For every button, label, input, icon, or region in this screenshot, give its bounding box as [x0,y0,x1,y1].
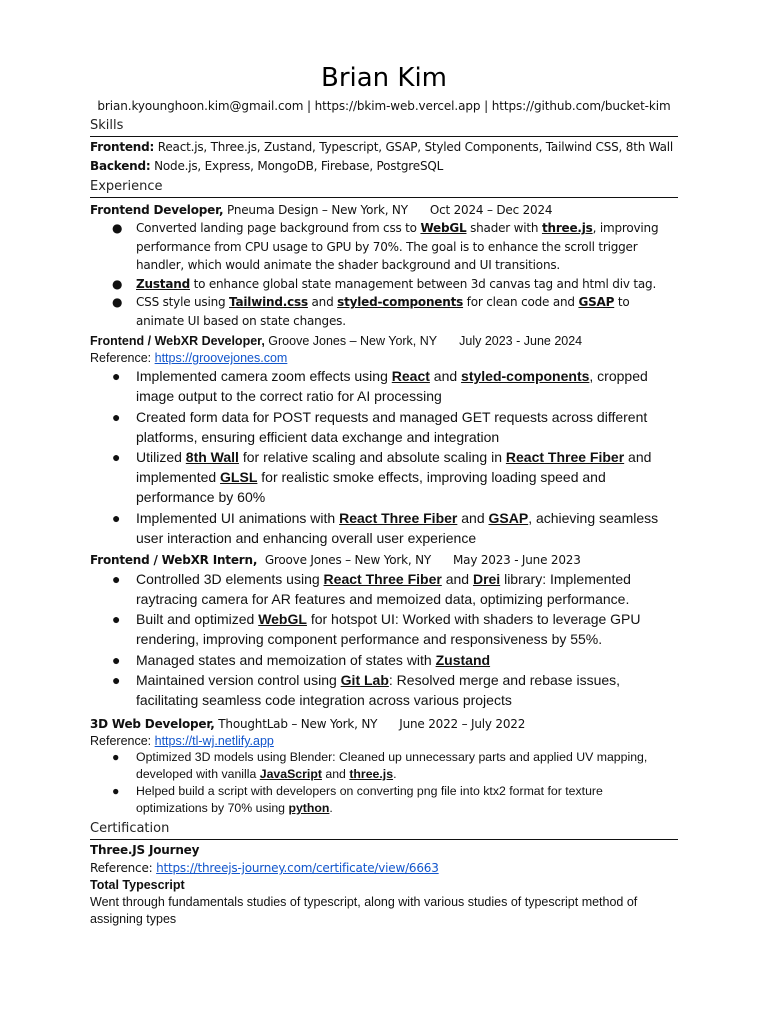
reference-label: Reference: [90,861,157,875]
bullet-text: Optimized 3D models using Blender: Cleaned up unnecessary parts and applied UV mapping, developed with vanilla [136,750,648,781]
list-item [90,219,678,275]
job-bullets-groove-developer [90,366,678,548]
reference-link[interactable]: https://groovejones.com [154,351,288,365]
keyword: GLSL [220,469,258,485]
keyword: WebGL [258,611,307,627]
contact-line: brian.kyounghoon.kim@gmail.com | https://bkim-web.vercel.app | https://github.com/bucket-kim [97,99,671,113]
bullet-icon: ● [112,368,121,384]
frontend-label: Frontend: [90,140,155,154]
skills-heading: Skills [90,117,678,137]
reference-line [90,350,678,366]
bullet-icon: ● [112,509,121,526]
frontend-skill-list: React.js, Three.js, Zustand, Typescript, GSAP, Styled Components, Tailwind CSS, 8th Wall [154,140,674,154]
reference-label: Reference: [90,351,155,365]
keyword: styled-components [337,295,464,309]
bullet-text: for relative scaling and absolute scaling in [238,449,506,465]
list-item [90,650,678,670]
backend-skills [90,157,678,176]
bullet-text: Created form data for POST requests and managed GET requests across different platforms, ensuring efficient data exchange and integration [136,408,648,445]
list-item [90,407,678,447]
job-title: 3D Web Developer, [90,717,215,731]
list-item [90,569,678,609]
bullet-icon: ● [112,651,121,668]
skills-section [90,137,678,176]
bullet-text: Utilized [136,449,186,465]
list-item [90,366,678,406]
keyword: Drei [472,570,501,587]
bullet-text: , achieving seamless user interaction and enhancing overall user experience [136,509,659,546]
keyword: 8th Wall [185,449,239,465]
keyword: Git Lab [340,672,389,688]
bullet-text: Built and optimized [136,611,259,627]
bullet-icon: ● [112,672,121,688]
keyword: Zustand [435,651,491,668]
backend-skill-list: Node.js, Express, MongoDB, Firebase, PostgreSQL [150,159,444,173]
reference-link[interactable]: https://tl-wj.netlify.app [154,734,274,748]
bullet-text: Converted landing page background from css to [136,221,421,235]
job-header-groove-developer [90,332,678,350]
bullet-text: and implemented [136,449,652,485]
reference-label: Reference: [90,734,155,748]
backend-label: Backend: [90,159,151,173]
bullet-text: . [329,801,333,815]
job-dates: May 2023 - June 2023 [453,552,581,567]
bullet-icon: ● [112,276,123,291]
list-item [90,447,678,507]
keyword: GSAP [488,509,529,526]
job-title: Frontend Developer, [90,203,224,217]
keyword: JavaScript [259,767,322,781]
bullet-text: for clean code and [463,295,579,309]
job-header-pneuma [90,201,678,219]
job-header-groove-intern [90,551,678,569]
bullet-icon: ● [112,750,120,764]
job-dates: July 2023 - June 2024 [459,334,583,348]
bullet-text: and [429,368,462,384]
job-bullets-groove-intern [90,569,678,711]
bullet-icon: ● [112,570,121,587]
cert-description-typescript: Went through fundamentals studies of typescript, along with various studies of typescript method of assigning types [90,895,638,926]
cert-title-threejs: Three.JS Journey [90,843,200,857]
bullet-text: Managed states and memoization of states with [136,651,436,668]
list-item [90,670,678,710]
reference-line [90,859,678,877]
list-item [90,609,678,649]
bullet-icon: ● [112,611,121,627]
list-item [90,293,678,330]
cert-title-typescript: Total Typescript [90,878,185,892]
keyword: WebGL [420,221,467,235]
bullet-text: and [307,295,338,309]
bullet-icon: ● [112,295,123,309]
reference-line [90,733,678,749]
bullet-icon: ● [112,784,120,798]
job-dates: June 2022 – July 2022 [399,717,526,731]
keyword: three.js [541,221,593,235]
keyword: React Three Fiber [339,509,458,526]
job-title: Frontend / WebXR Intern, [90,552,258,567]
bullet-text: Implemented camera zoom effects using [136,368,392,384]
bullet-text: library: Implemented raytracing camera for AR features and memoized data, optimizing performance. [136,570,631,607]
bullet-text: : Resolved merge and rebase issues, facilitating seamless code integration across various projects [136,672,621,708]
bullet-text: to animate UI based on state changes. [136,295,630,328]
list-item [90,749,678,783]
frontend-skills [90,138,678,157]
job-bullets-pneuma [90,219,678,330]
keyword: Zustand [136,276,190,291]
job-company: Groove Jones – New York, NY [261,552,432,567]
bullet-text: Implemented UI animations with [136,509,340,526]
bullet-text: CSS style using [136,295,230,309]
candidate-name: Brian Kim [320,63,448,93]
job-title: Frontend / WebXR Developer, [90,334,265,348]
certification-heading: Certification [90,820,678,840]
keyword: styled-components [461,368,590,384]
job-header-thoughtlab [90,715,678,733]
job-company: Groove Jones – New York, NY [264,334,438,348]
job-company: ThoughtLab – New York, NY [214,717,378,731]
bullet-text: for realistic smoke effects, improving loading speed and performance by 60% [136,469,606,505]
keyword: React [391,368,430,384]
experience-heading: Experience [90,178,678,198]
list-item [90,275,678,294]
bullet-text: for hotspot UI: Worked with shaders to leverage GPU rendering, improving component performance and responsiveness by 55%. [136,611,641,647]
job-company: Pneuma Design – New York, NY [223,203,408,217]
bullet-icon: ● [112,449,121,465]
bullet-text: . [393,767,397,781]
keyword: React Three Fiber [323,570,442,587]
keyword: python [288,801,330,815]
bullet-text: Controlled 3D elements using [136,570,324,587]
list-item [90,508,678,548]
bullet-icon: ● [112,221,123,235]
bullet-text: to enhance global state management between 3d canvas tag and html div tag. [189,276,657,291]
resume-page [90,58,678,928]
keyword: GSAP [578,295,615,309]
bullet-text: and [441,570,473,587]
job-dates: Oct 2024 – Dec 2024 [429,203,553,217]
bullet-text: , improving performance from CPU usage to GPU by 70%. The goal is to enhance the scroll trigger handler, which would animate the shader background and UI transitions. [136,221,659,272]
bullet-icon: ● [112,408,121,425]
keyword: React Three Fiber [505,449,625,465]
bullet-text: and [457,509,489,526]
bullet-text: and [321,767,350,781]
bullet-text: Maintained version control using [136,672,341,688]
bullet-text: shader with [466,221,542,235]
bullet-text: Helped build a script with developers on converting png file into ktx2 format for texture optimizations by 70% using [136,784,603,815]
job-bullets-thoughtlab [90,749,678,817]
keyword: three.js [349,767,394,781]
list-item [90,783,678,817]
reference-link[interactable]: https://threejs-journey.com/certificate/view/6663 [156,861,439,875]
bullet-text: , cropped image output to the correct ratio for AI processing [136,368,648,404]
keyword: Tailwind.css [229,295,308,309]
